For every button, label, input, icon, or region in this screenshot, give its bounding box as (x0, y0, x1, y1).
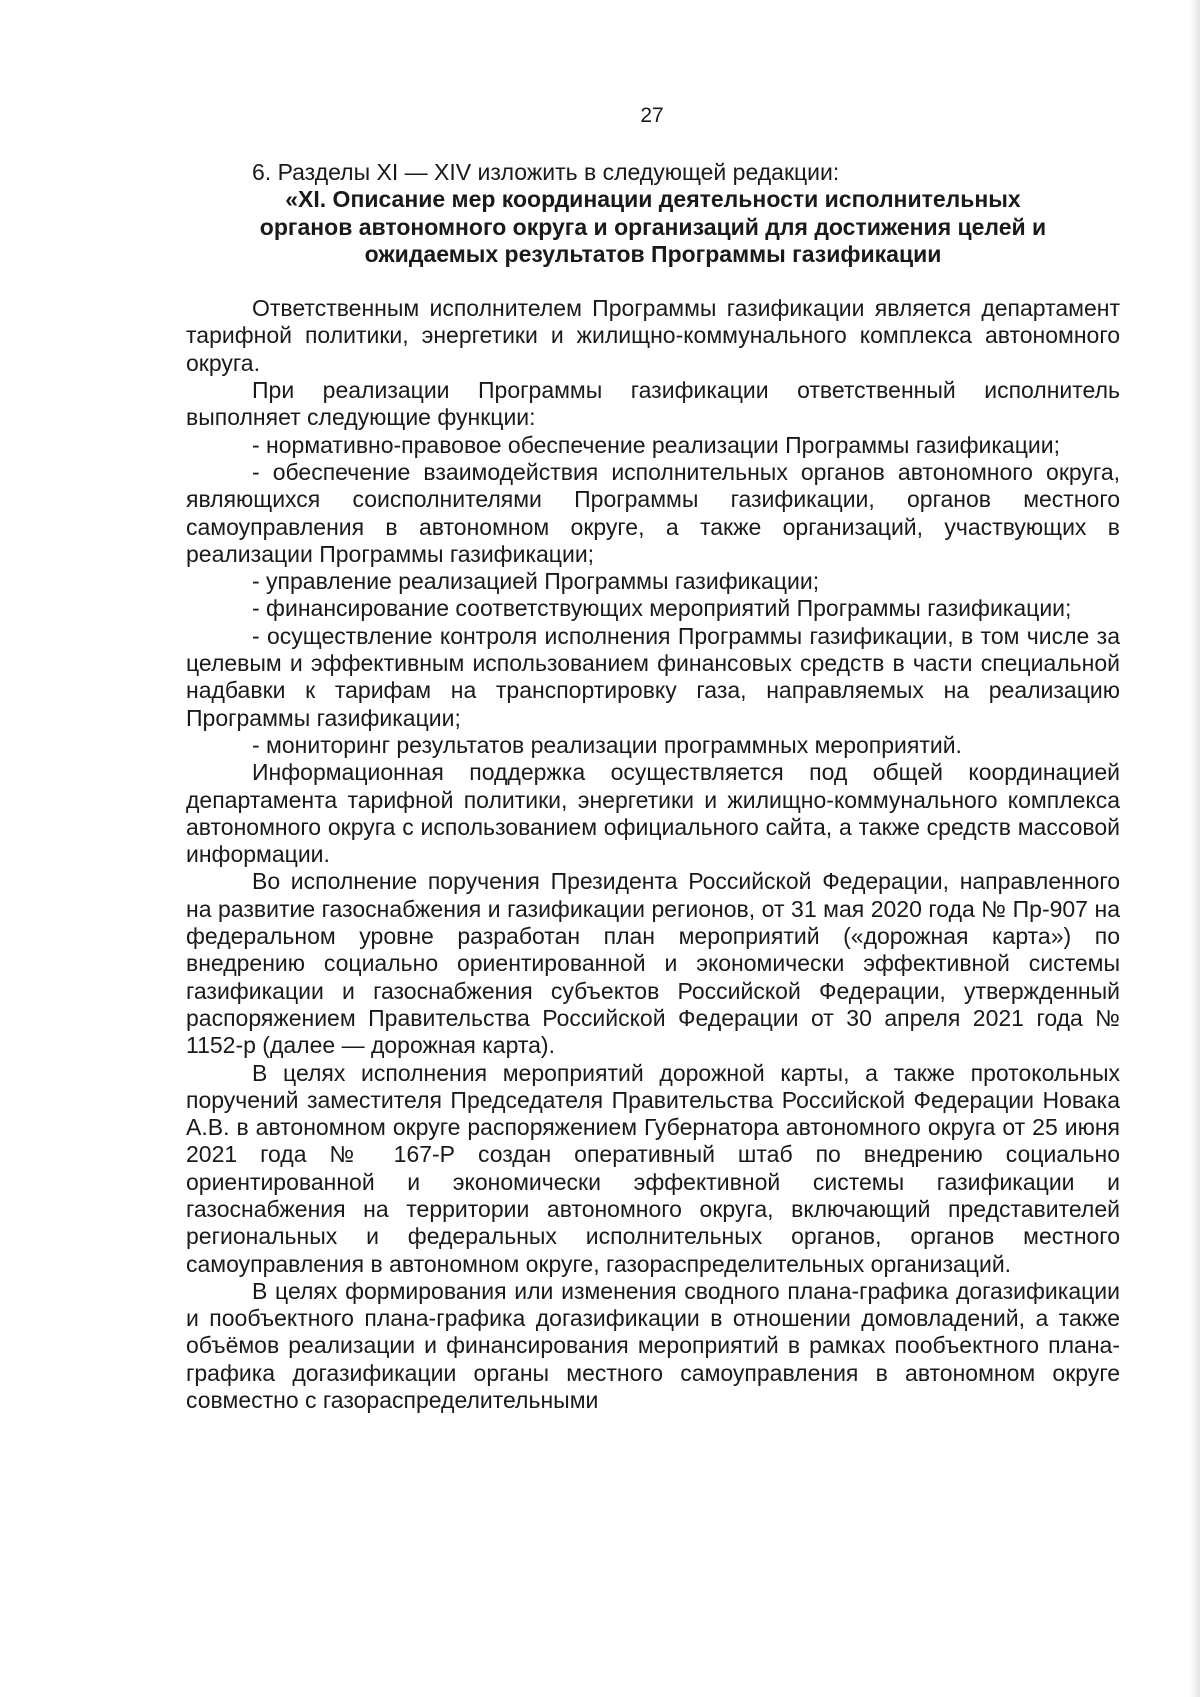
list-item-financing: - финансирование соответствующих мероприятий Программы газификации; (252, 595, 1072, 622)
paragraph-information-support: Информационная поддержка осуществляется под общей координацией департамента тарифной политики, энергетики и жилищно-коммунального комплекса автономного округа с использованием официального сайта, а также средств массовой информации. (186, 759, 1120, 868)
section-heading-line: ожидаемых результатов Программы газификации (364, 240, 942, 267)
scan-edge-shadow (1190, 0, 1200, 1697)
paragraph-functions-intro: При реализации Программы газификации ответственный исполнитель выполняет следующие функции: (186, 377, 1120, 431)
document-body (186, 159, 1120, 1414)
list-item-regulatory-support: - нормативно-правовое обеспечение реализации Программы газификации; (252, 431, 1060, 458)
list-item-management: - управление реализацией Программы газификации; (252, 568, 820, 595)
section-heading-line: «XI. Описание мер координации деятельности исполнительных (285, 186, 1021, 213)
page-number: 27 (640, 104, 664, 127)
list-item-interaction: - обеспечение взаимодействия исполнительных органов автономного округа, являющихся соисполнителями Программы газификации, органов местного самоуправления в автономном округе, а также организаций, участвующих в реализации Программы газификации; (186, 458, 1120, 567)
paragraph-operational-headquarters: В целях исполнения мероприятий дорожной карты, а также протокольных поручений заместителя Председателя Правительства Российской Федерации Новака А.В. в автономном округе распоряжением Губернатора автономного округа от 25 июня 2021 года № 167-Р создан оперативный штаб по внедрению социально ориентированной и экономически эффективной системы газификации и газоснабжения на территории автономного округа, включающий представителей региональных и федеральных исполнительных органов, органов местного самоуправления в автономном округе, газораспределительных организаций. (186, 1059, 1120, 1277)
paragraph-roadmap: Во исполнение поручения Президента Российской Федерации, направленного на развитие газоснабжения и газификации регионов, от 31 мая 2020 года № Пр-907 на федеральном уровне разработан план мероприятий («дорожная карта») по внедрению социально ориентированной и экономически эффективной системы газификации и газоснабжения субъектов Российской Федерации, утвержденный распоряжением Правительства Российской Федерации от 30 апреля 2021 года № 1152-р (далее — дорожная карта). (186, 868, 1120, 1059)
list-item-monitoring: - мониторинг результатов реализации программных мероприятий. (252, 731, 962, 758)
amendment-lead: 6. Разделы XI — XIV изложить в следующей редакции: (252, 159, 840, 185)
section-heading-line: органов автономного округа и организаций для достижения целей и (259, 213, 1047, 240)
section-heading (186, 186, 1120, 268)
paragraph-gasification-schedule: В целях формирования или изменения сводного плана-графика догазификации и пообъектного плана-графика догазификации в отношении домовладений, а также объёмов реализации и финансирования мероприятий в рамках пообъектного плана-графика догазификации органы местного самоуправления в автономном округе совместно с газораспределительными (186, 1277, 1120, 1414)
list-item-control: - осуществление контроля исполнения Программы газификации, в том числе за целевым и эффективным использованием финансовых средств в части специальной надбавки к тарифам на транспортировку газа, направляемых на реализацию Программы газификации; (186, 622, 1120, 731)
paragraph-responsible-executor: Ответственным исполнителем Программы газификации является департамент тарифной политики, энергетики и жилищно-коммунального комплекса автономного округа. (186, 295, 1120, 376)
